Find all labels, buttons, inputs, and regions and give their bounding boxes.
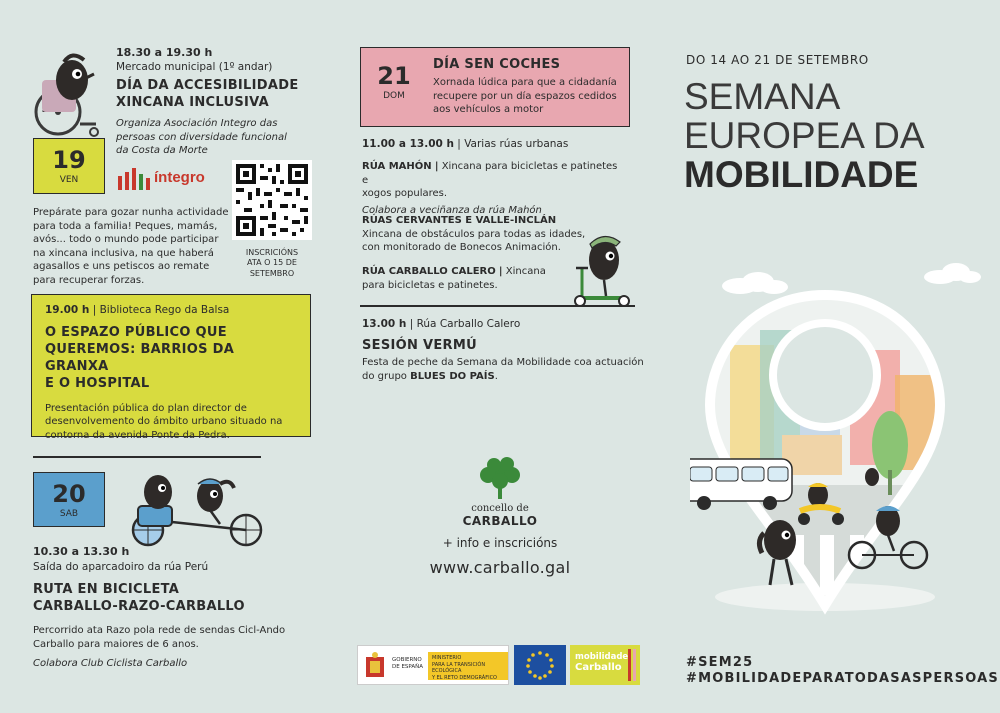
event-time: 18.30 a 19.30 h: [116, 46, 213, 59]
integro-logo-icon: [116, 166, 152, 192]
event-description: Festa de peche da Semana da Mobilidade coa actuación do grupo BLUES DO PAÍS.: [362, 357, 644, 382]
date-range: DO 14 AO 21 DE SETEMBRO: [686, 53, 869, 67]
event-time: 10.30 a 13.30 h: [33, 545, 130, 558]
list-item: RÚA CARBALLO CALERO | Xincana para bicicletas e patinetes.: [362, 266, 546, 291]
integro-logo: íntegro: [116, 166, 226, 194]
event-time-place: 19.00 h | Biblioteca Rego da Balsa: [45, 304, 230, 316]
day-badge-21: 21 DOM: [377, 62, 411, 101]
cloud-icon: [922, 262, 982, 284]
event-time-place: 11.00 a 13.00 h | Varias rúas urbanas: [362, 138, 569, 150]
wheelchair-character-icon: [28, 52, 108, 140]
eu-flag-icon: [514, 645, 566, 685]
scooter-character-icon: [566, 224, 636, 308]
concello-carballo-logo: concello de CARBALLO: [450, 455, 550, 528]
event-title: RUTA EN BICICLETA CARBALLO-RAZO-CARBALLO: [33, 582, 245, 614]
info-text: + info e inscricións: [442, 536, 558, 550]
event-box-public-space: [31, 294, 311, 441]
government-logo: GOBIERNO DE ESPAÑA MINISTERIO PARA LA TRANSICIÓN ECOLÓGICA Y EL RETO DEMOGRÁFICO: [357, 645, 509, 685]
divider: [33, 456, 261, 458]
event-time-place: 13.00 h | Rúa Carballo Calero: [362, 318, 521, 330]
event-organizer: Organiza Asociación Integro das persoas con diversidade funcional da Costa da Morte: [116, 118, 287, 156]
event-description: Percorrido ata Razo pola rede de sendas Cicl-Ando Carballo para maiores de 6 anos.: [33, 625, 286, 650]
divider: [360, 305, 635, 307]
event-place: Saída do aparcadoiro da rúa Perú: [33, 561, 209, 573]
page-title: SEMANA EUROPEA DA MOBILIDADE: [684, 76, 925, 195]
event-description: Presentación pública do plan director de desenvolvemento do ámbito urbano situado na contorna da avenida Ponte da Pedra.: [45, 402, 283, 441]
mobilidade-carballo-logo: mobilidade Carballo: [570, 645, 640, 685]
event-collaborator: Colabora Club Ciclista Carballo: [33, 658, 188, 669]
event-description: Prepárate para gozar nunha actividade para toda a familia! Peques, mamás, avós... todo o mundo pode participar na xincana inclusiva, na que haberá agasallos e uns petiscos ao remate para recuperar forzas.: [33, 207, 229, 286]
qr-code-icon[interactable]: [232, 160, 312, 240]
qr-note: INSCRICIÓNS ATA O 15 DE SETEMBRO: [245, 248, 299, 278]
event-subtitle: XINCANA INCLUSIVA: [116, 95, 269, 110]
day-badge-20: 20 SAB: [33, 472, 105, 527]
event-place: Mercado municipal (1º andar): [116, 61, 273, 73]
oak-tree-icon: [472, 455, 528, 501]
day-badge-19: 19 VEN: [33, 138, 105, 194]
list-item: RÚAS CERVANTES E VALLE-INCLÁN Xincana de obstáculos para todas as idades, con monitorado de Bonecos Animación.: [362, 215, 586, 253]
hashtag: #MOBILIDADEPARATODASASPERSOAS: [686, 671, 999, 686]
hashtag: #SEM25: [686, 655, 754, 670]
list-item: RÚA MAHÓN | Xincana para bicicletas e patinetes e xogos populares. Colabora a veciñanza da rúa Mahón: [362, 161, 618, 216]
event-box-car-free-day: [360, 47, 630, 127]
spain-crest-icon: [362, 651, 388, 681]
website-link[interactable]: www.carballo.gal: [429, 558, 571, 577]
event-description: Xornada lúdica para que a cidadanía recupere por un día espazos cedidos aos vehículos a motor: [433, 77, 617, 115]
event-title: SESIÓN VERMÚ: [362, 338, 477, 353]
bike-rickshaw-characters-icon: [128, 466, 268, 550]
event-title: DÍA DA ACCESIBILIDADE: [116, 78, 299, 93]
city-map-pin-illustration-icon: [690, 285, 960, 615]
event-title: DÍA SEN COCHES: [433, 57, 561, 72]
event-title: O ESPAZO PÚBLICO QUE QUEREMOS: BARRIOS DA GRANXA E O HOSPITAL: [45, 325, 235, 391]
